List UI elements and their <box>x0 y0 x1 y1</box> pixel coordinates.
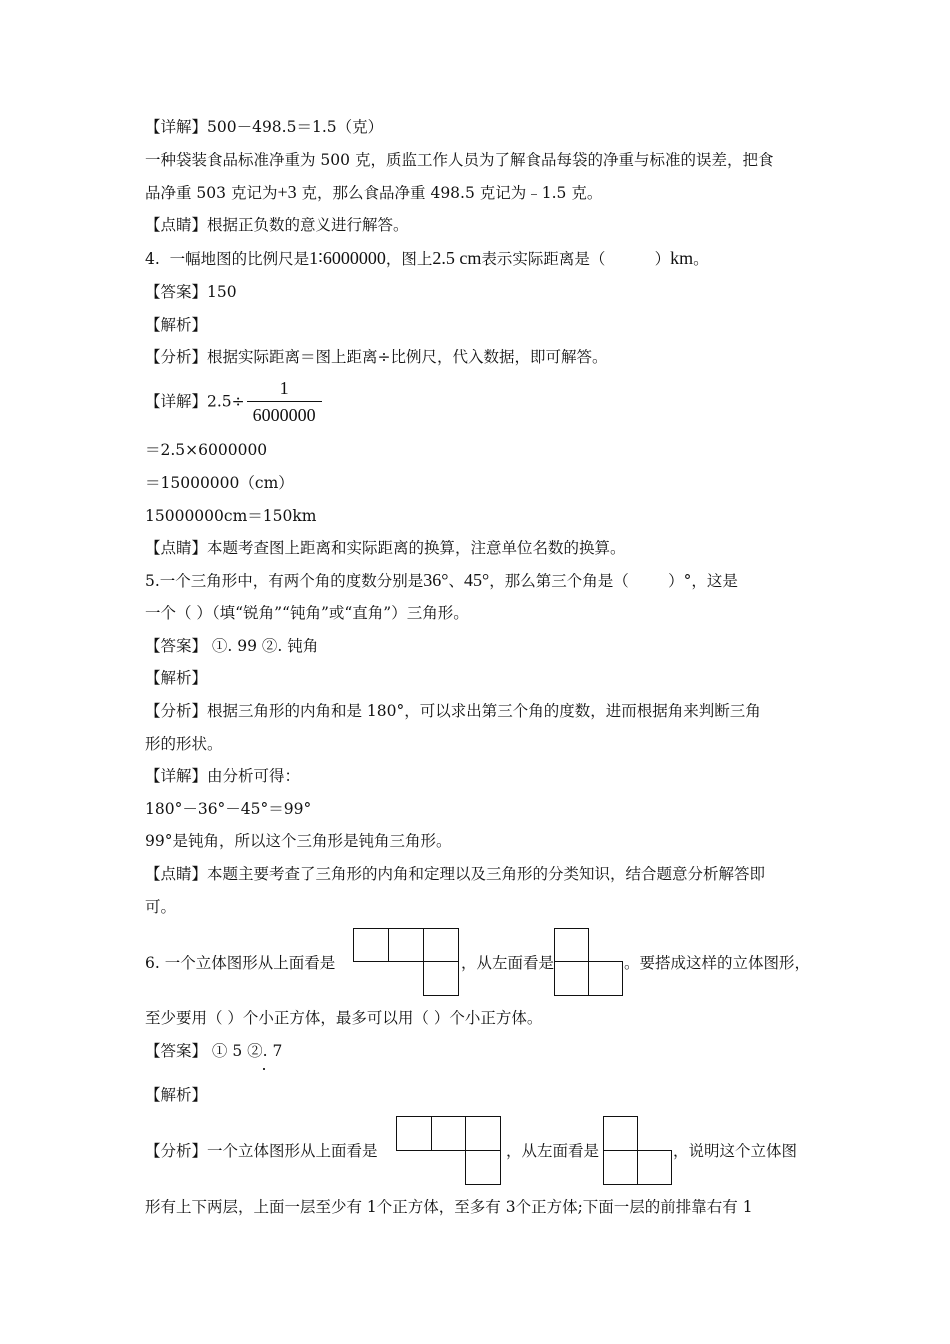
text-line: 品净重 503 克记为+3 克，那么食品净重 498.5 克记为﹣1.5 克。 <box>145 182 603 202</box>
detail-line: 【详解】2.5÷ $\frac{1}{6000000}$ <box>145 378 322 425</box>
stray-dot <box>263 1068 265 1070</box>
analysis-heading: 【解析】 <box>145 316 208 334</box>
answer-line: 【答案】150 <box>145 283 237 301</box>
question-6-cont: 至少要用（ ）个小正方体，最多可以用（ ）个小正方体。 <box>145 1009 543 1027</box>
question-6-text-b: ，从左面看是 <box>461 954 555 972</box>
detail-line: 【详解】500－498.5＝1.5（克） <box>145 118 384 136</box>
step-line: 180°－36°－45°＝99° <box>145 800 312 818</box>
text-line: 一种袋装食品标准净重为 500 克，质监工作人员为了解食品每袋的净重与标准的误差，把食 <box>145 151 774 169</box>
figure-square <box>396 1116 432 1151</box>
analysis-line: 形的形状。 <box>145 735 223 753</box>
analysis-text-c: ，说明这个立体图 <box>673 1142 798 1160</box>
figure-square <box>554 928 589 962</box>
figure-square <box>637 1150 672 1185</box>
figure-square <box>465 1150 501 1185</box>
step-line: ＝15000000（cm） <box>145 474 294 492</box>
figure-square <box>353 928 389 962</box>
comment-line: 【点睛】根据正负数的意义进行解答。 <box>145 216 409 234</box>
comment-line: 可。 <box>145 898 177 916</box>
analysis-line: 形有上下两层，上面一层至少有 1个正方体，至多有 3个正方体;下面一层的前排靠右有 1 <box>145 1198 753 1216</box>
figure-square <box>554 961 589 996</box>
question-5: 5.一个三角形中，有两个角的度数分别是36°、45°，那么第三个角是（ ）°，这是 <box>145 570 738 590</box>
analysis-heading: 【解析】 <box>145 1086 208 1104</box>
step-line: 99°是钝角，所以这个三角形是钝角三角形。 <box>145 832 452 850</box>
answer-line: 【答案】 ①. 99 ②. 钝角 <box>145 637 319 655</box>
figure-square <box>603 1150 638 1185</box>
analysis-text-b: ，从左面看是 <box>506 1142 600 1160</box>
comment-line: 【点睛】本题主要考查了三角形的内角和定理以及三角形的分类知识，结合题意分析解答即 <box>145 865 766 883</box>
question-5-cont: 一个（ ）（填“锐角”“钝角”或“直角”）三角形。 <box>145 604 469 622</box>
analysis-text-a: 【分析】一个立体图形从上面看是 <box>145 1142 378 1160</box>
analysis-line: 【分析】根据实际距离＝图上距离÷比例尺，代入数据，即可解答。 <box>145 348 608 366</box>
figure-square <box>588 961 623 996</box>
question-4: 4. 一幅地图的比例尺是1∶6000000，图上2.5 cm表示实际距离是（ ）km。 <box>145 248 709 268</box>
answer-line: 【答案】 ① 5 ②. 7 <box>145 1042 283 1060</box>
analysis-line: 【分析】根据三角形的内角和是 180°，可以求出第三个角的度数，进而根据角来判断三角 <box>145 702 761 720</box>
figure-square <box>465 1116 501 1151</box>
detail-line: 【详解】由分析可得： <box>145 767 301 785</box>
question-6-text-a: 6. 一个立体图形从上面看是 <box>145 954 336 972</box>
figure-square <box>423 961 459 996</box>
analysis-heading: 【解析】 <box>145 669 208 687</box>
step-line: 15000000cm＝150km <box>145 507 317 525</box>
figure-square <box>603 1116 638 1151</box>
step-line: ＝2.5×6000000 <box>145 441 268 459</box>
comment-line: 【点睛】本题考查图上距离和实际距离的换算，注意单位名数的换算。 <box>145 539 626 557</box>
figure-square <box>423 928 459 962</box>
question-6-text-c: 。要搭成这样的立体图形， <box>624 954 811 972</box>
figure-square <box>431 1116 466 1151</box>
fraction: $\frac{1}{6000000}$ <box>247 378 322 425</box>
figure-square <box>388 928 424 962</box>
